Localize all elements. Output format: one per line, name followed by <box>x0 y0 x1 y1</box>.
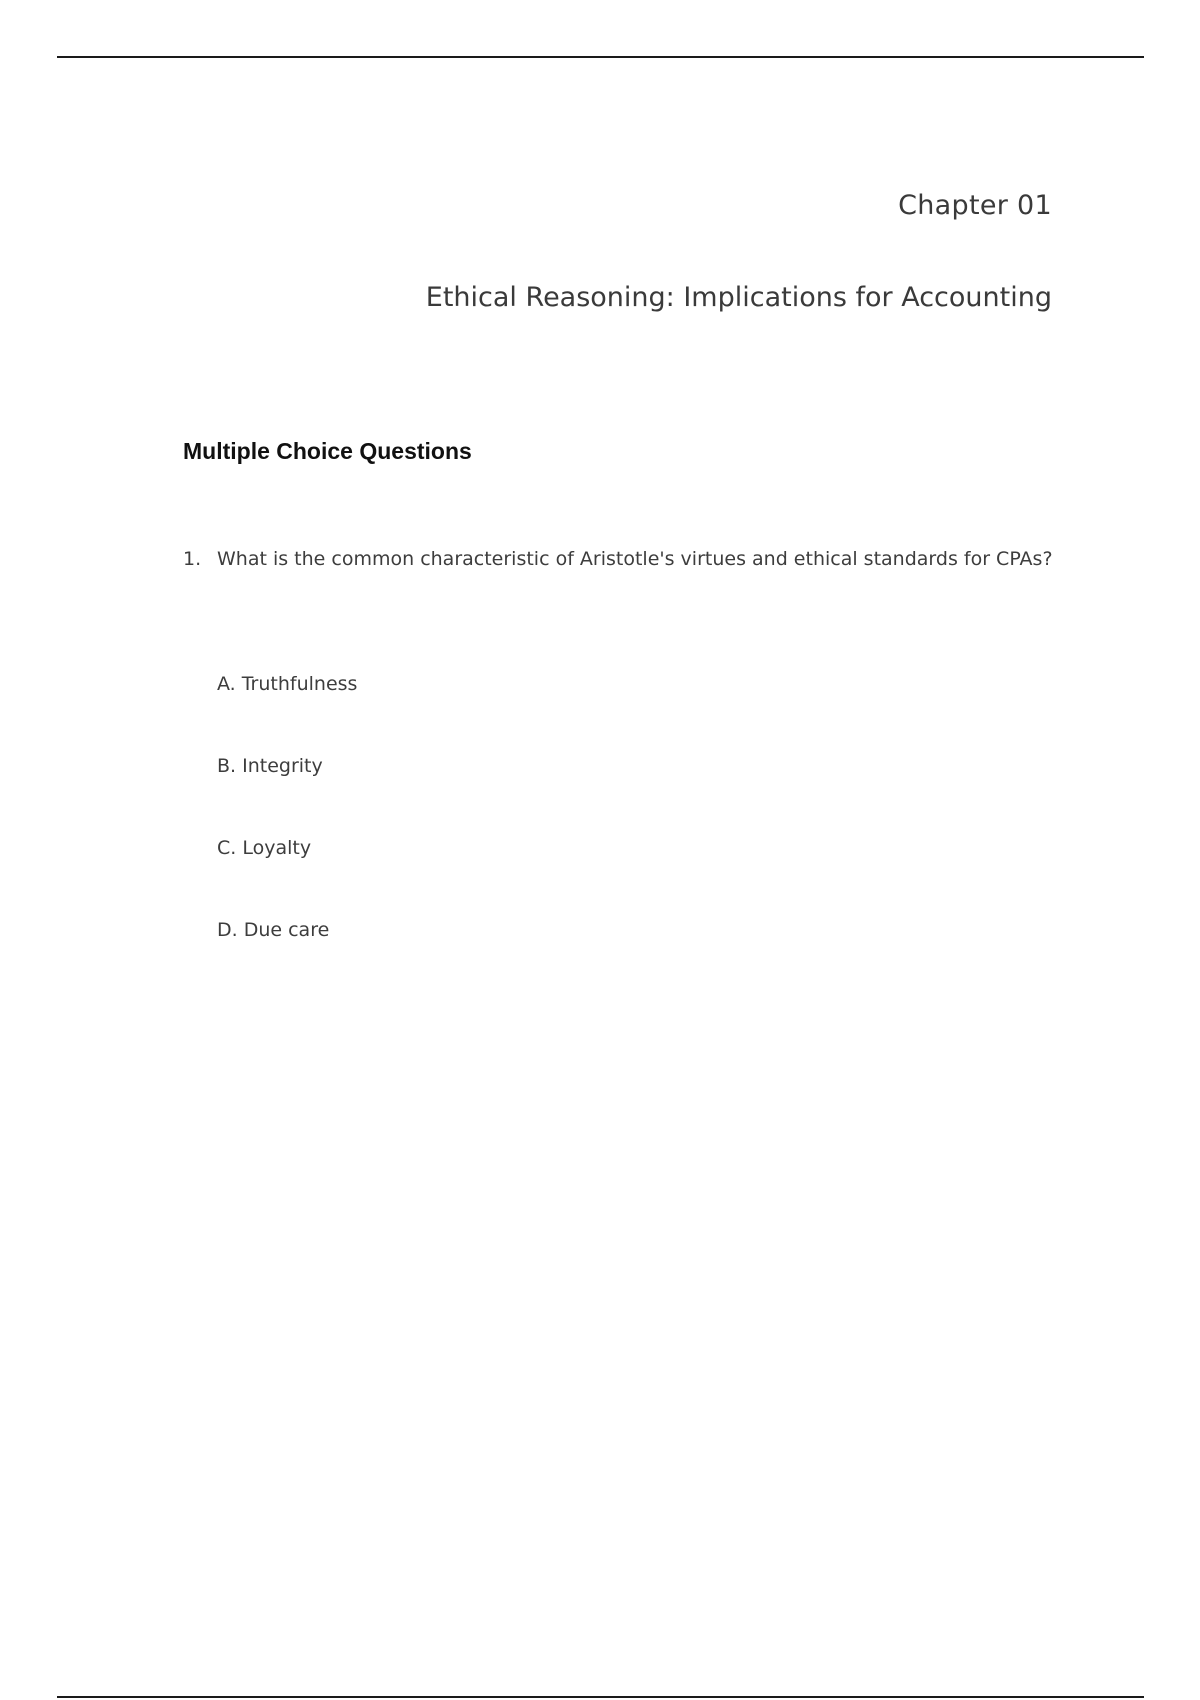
chapter-label: Chapter 01 <box>898 190 1052 221</box>
question-number: 1. <box>183 548 202 570</box>
answer-option-d: D. Due care <box>217 919 330 941</box>
answer-options <box>217 671 357 999</box>
top-rule <box>57 56 1144 58</box>
question-text: What is the common characteristic of Aristotle's virtues and ethical standards for CPAs? <box>217 548 1053 570</box>
answer-option-c: C. Loyalty <box>217 837 312 859</box>
bottom-rule <box>57 1696 1144 1698</box>
question-1 <box>183 546 1053 572</box>
section-heading: Multiple Choice Questions <box>183 438 472 464</box>
answer-option-a: A. Truthfulness <box>217 673 358 695</box>
chapter-title: Ethical Reasoning: Implications for Accounting <box>425 282 1052 313</box>
answer-option-b: B. Integrity <box>217 755 323 777</box>
